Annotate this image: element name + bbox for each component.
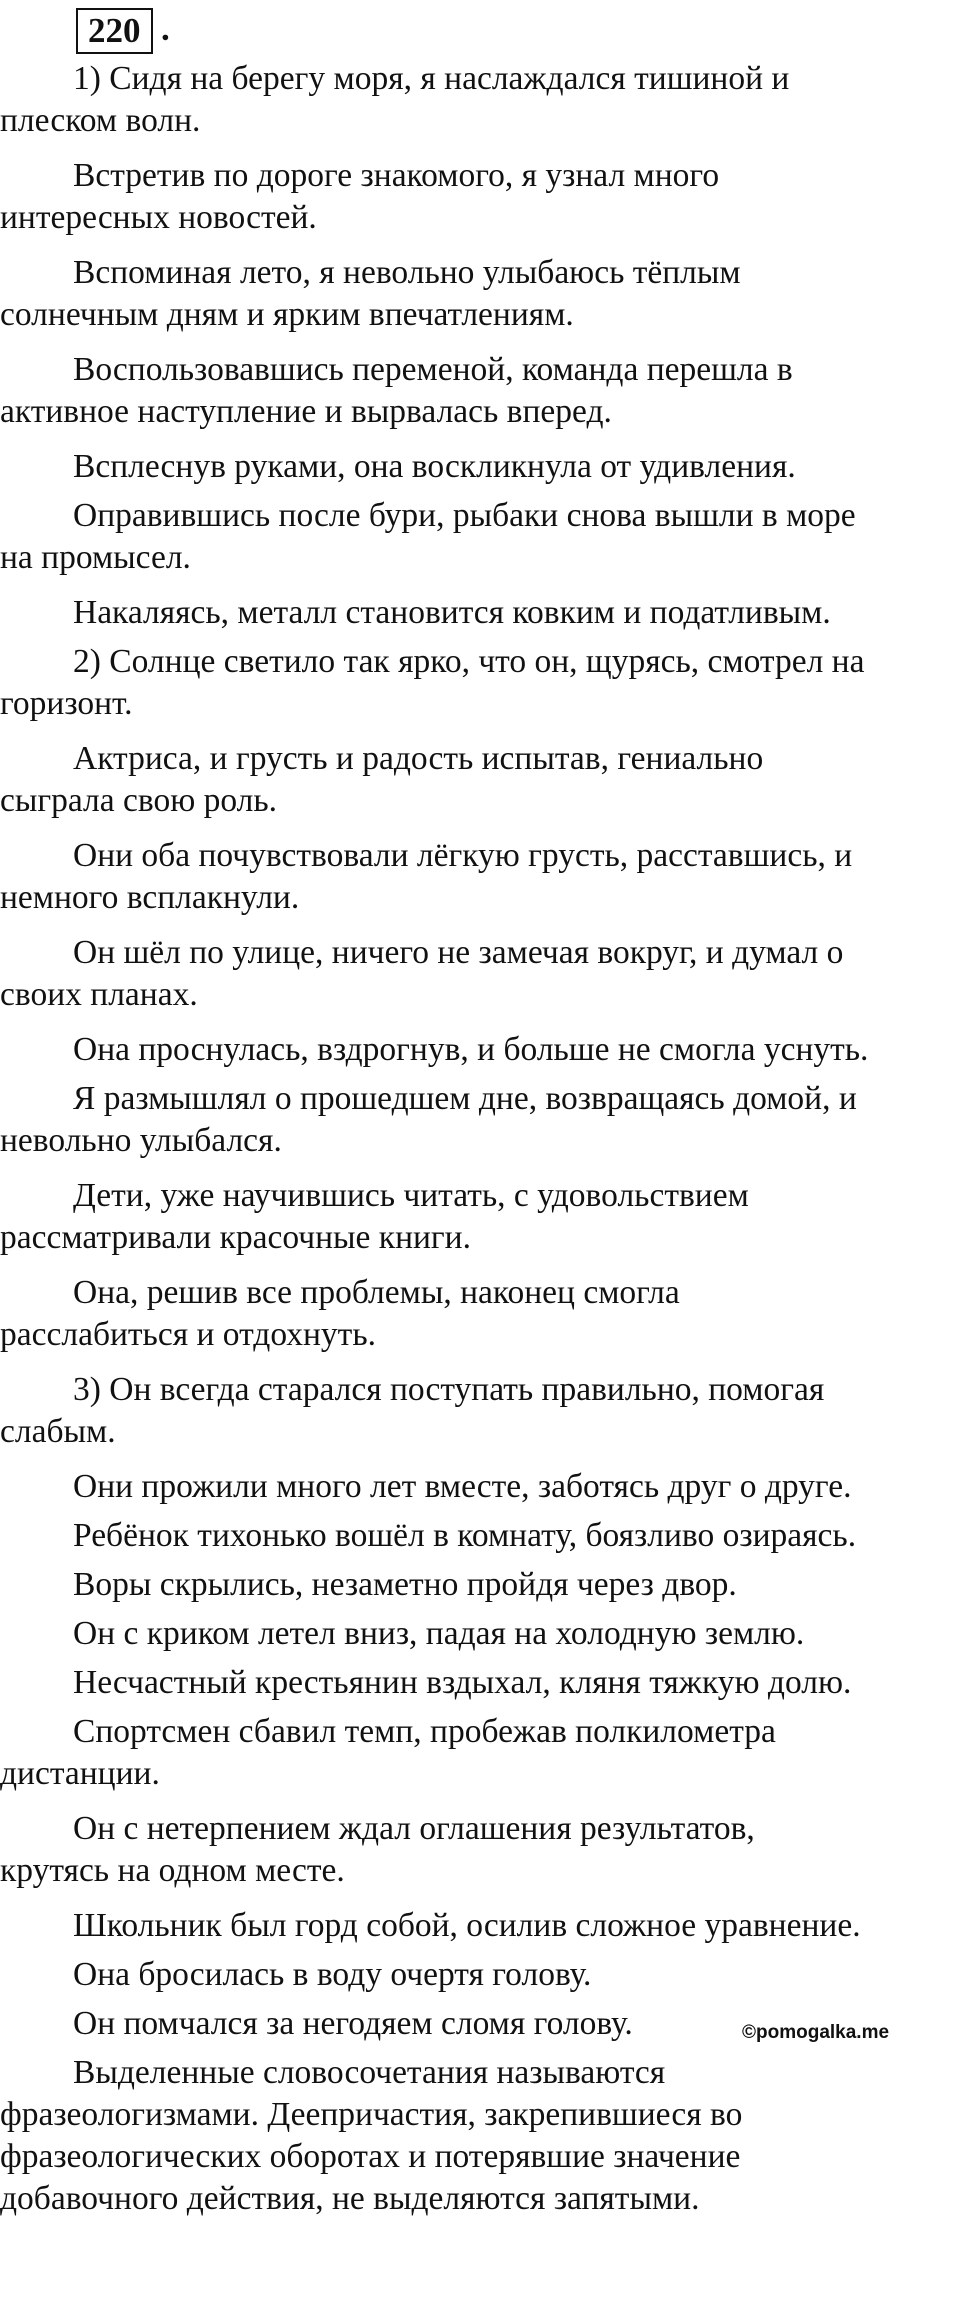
text-line: активное наступление и вырвалась вперед. bbox=[0, 393, 612, 430]
text-line: горизонт. bbox=[0, 685, 133, 722]
paragraph bbox=[0, 1078, 960, 1162]
text-line: Ребёнок тихонько вошёл в комнату, боязливо озираясь. bbox=[73, 1517, 857, 1554]
paragraph bbox=[0, 641, 960, 725]
paragraph bbox=[0, 738, 960, 822]
text-line: плеском волн. bbox=[0, 102, 201, 139]
paragraph bbox=[0, 1466, 960, 1508]
paragraph bbox=[0, 2052, 960, 2220]
text-line: Спортсмен сбавил темп, пробежав полкилометра bbox=[73, 1713, 776, 1750]
paragraph bbox=[0, 1711, 960, 1795]
paragraph bbox=[0, 932, 960, 1016]
text-line: Несчастный крестьянин вздыхал, кляня тяжкую долю. bbox=[73, 1664, 852, 1701]
text-line: добавочного действия, не выделяются запятыми. bbox=[0, 2180, 700, 2217]
paragraph bbox=[0, 58, 960, 142]
paragraph bbox=[0, 835, 960, 919]
text-line: Встретив по дороге знакомого, я узнал много bbox=[73, 157, 720, 194]
paragraph bbox=[0, 252, 960, 336]
exercise-number: 220 bbox=[76, 8, 153, 54]
text-line: 2) Солнце светило так ярко, что он, щурясь, смотрел на bbox=[73, 643, 865, 680]
text-line: Дети, уже научившись читать, с удовольствием bbox=[73, 1177, 749, 1214]
text-line: крутясь на одном месте. bbox=[0, 1852, 345, 1889]
text-line: слабым. bbox=[0, 1413, 116, 1450]
text-line: Он помчался за негодяем сломя голову. bbox=[73, 2005, 633, 2042]
text-line: Актриса, и грусть и радость испытав, гениально bbox=[73, 740, 764, 777]
text-line: дистанции. bbox=[0, 1755, 160, 1792]
paragraph bbox=[0, 446, 960, 488]
text-line: Она проснулась, вздрогнув, и больше не смогла уснуть. bbox=[73, 1031, 869, 1068]
text-line: на промысел. bbox=[0, 539, 191, 576]
watermark: ©pomogalka.me bbox=[742, 2022, 890, 2043]
text-line: Я размышлял о прошедшем дне, возвращаясь домой, и bbox=[73, 1080, 857, 1117]
paragraph bbox=[0, 1662, 960, 1704]
paragraph bbox=[0, 1272, 960, 1356]
text-line: Он шёл по улице, ничего не замечая вокруг, и думал о bbox=[73, 934, 844, 971]
paragraph bbox=[0, 1369, 960, 1453]
text-line: фразеологических оборотах и потерявшие значение bbox=[0, 2138, 741, 2175]
text-line: Она, решив все проблемы, наконец смогла bbox=[73, 1274, 680, 1311]
text-line: своих планах. bbox=[0, 976, 198, 1013]
paragraph bbox=[0, 155, 960, 239]
exercise-number-dot: . bbox=[161, 9, 170, 48]
text-line: Они прожили много лет вместе, заботясь друг о друге. bbox=[73, 1468, 852, 1505]
paragraph bbox=[0, 1808, 960, 1892]
text-line: Всплеснув руками, она воскликнула от удивления. bbox=[73, 448, 796, 485]
paragraph bbox=[0, 495, 960, 579]
paragraph bbox=[0, 1564, 960, 1606]
paragraph bbox=[0, 349, 960, 433]
text-line: Накаляясь, металл становится ковким и податливым. bbox=[73, 594, 831, 631]
text-line: Она бросилась в воду очертя голову. bbox=[73, 1956, 592, 1993]
text-line: расслабиться и отдохнуть. bbox=[0, 1316, 376, 1353]
text-line: 3) Он всегда старался поступать правильно, помогая bbox=[73, 1371, 825, 1408]
text-line: солнечным дням и ярким впечатлениям. bbox=[0, 296, 574, 333]
text-line: сыграла свою роль. bbox=[0, 782, 278, 819]
text-line: 1) Сидя на берегу моря, я наслаждался тишиной и bbox=[73, 60, 790, 97]
paragraph bbox=[0, 1175, 960, 1259]
text-line: Воспользовавшись переменой, команда перешла в bbox=[73, 351, 793, 388]
text-line: Они оба почувствовали лёгкую грусть, расставшись, и bbox=[73, 837, 853, 874]
text-line: Выделенные словосочетания называются bbox=[73, 2054, 666, 2091]
text-line: Он с нетерпением ждал оглашения результатов, bbox=[73, 1810, 755, 1847]
paragraph bbox=[0, 1954, 960, 1996]
text-line: интересных новостей. bbox=[0, 199, 317, 236]
text-line: Вспоминая лето, я невольно улыбаюсь тёплым bbox=[73, 254, 741, 291]
text-line: Воры скрылись, незаметно пройдя через двор. bbox=[73, 1566, 737, 1603]
text-line: Он с криком летел вниз, падая на холодную землю. bbox=[73, 1615, 805, 1652]
paragraph bbox=[0, 1613, 960, 1655]
text-line: фразеологизмами. Деепричастия, закрепившиеся во bbox=[0, 2096, 743, 2133]
text-line: рассматривали красочные книги. bbox=[0, 1219, 471, 1256]
text-line: Оправившись после бури, рыбаки снова вышли в море bbox=[73, 497, 856, 534]
text-line: немного всплакнули. bbox=[0, 879, 300, 916]
text-line: Школьник был горд собой, осилив сложное уравнение. bbox=[73, 1907, 861, 1944]
paragraph bbox=[0, 1029, 960, 1071]
paragraph bbox=[0, 592, 960, 634]
text-line: невольно улыбался. bbox=[0, 1122, 282, 1159]
paragraph bbox=[0, 1515, 960, 1557]
paragraph bbox=[0, 1905, 960, 1947]
